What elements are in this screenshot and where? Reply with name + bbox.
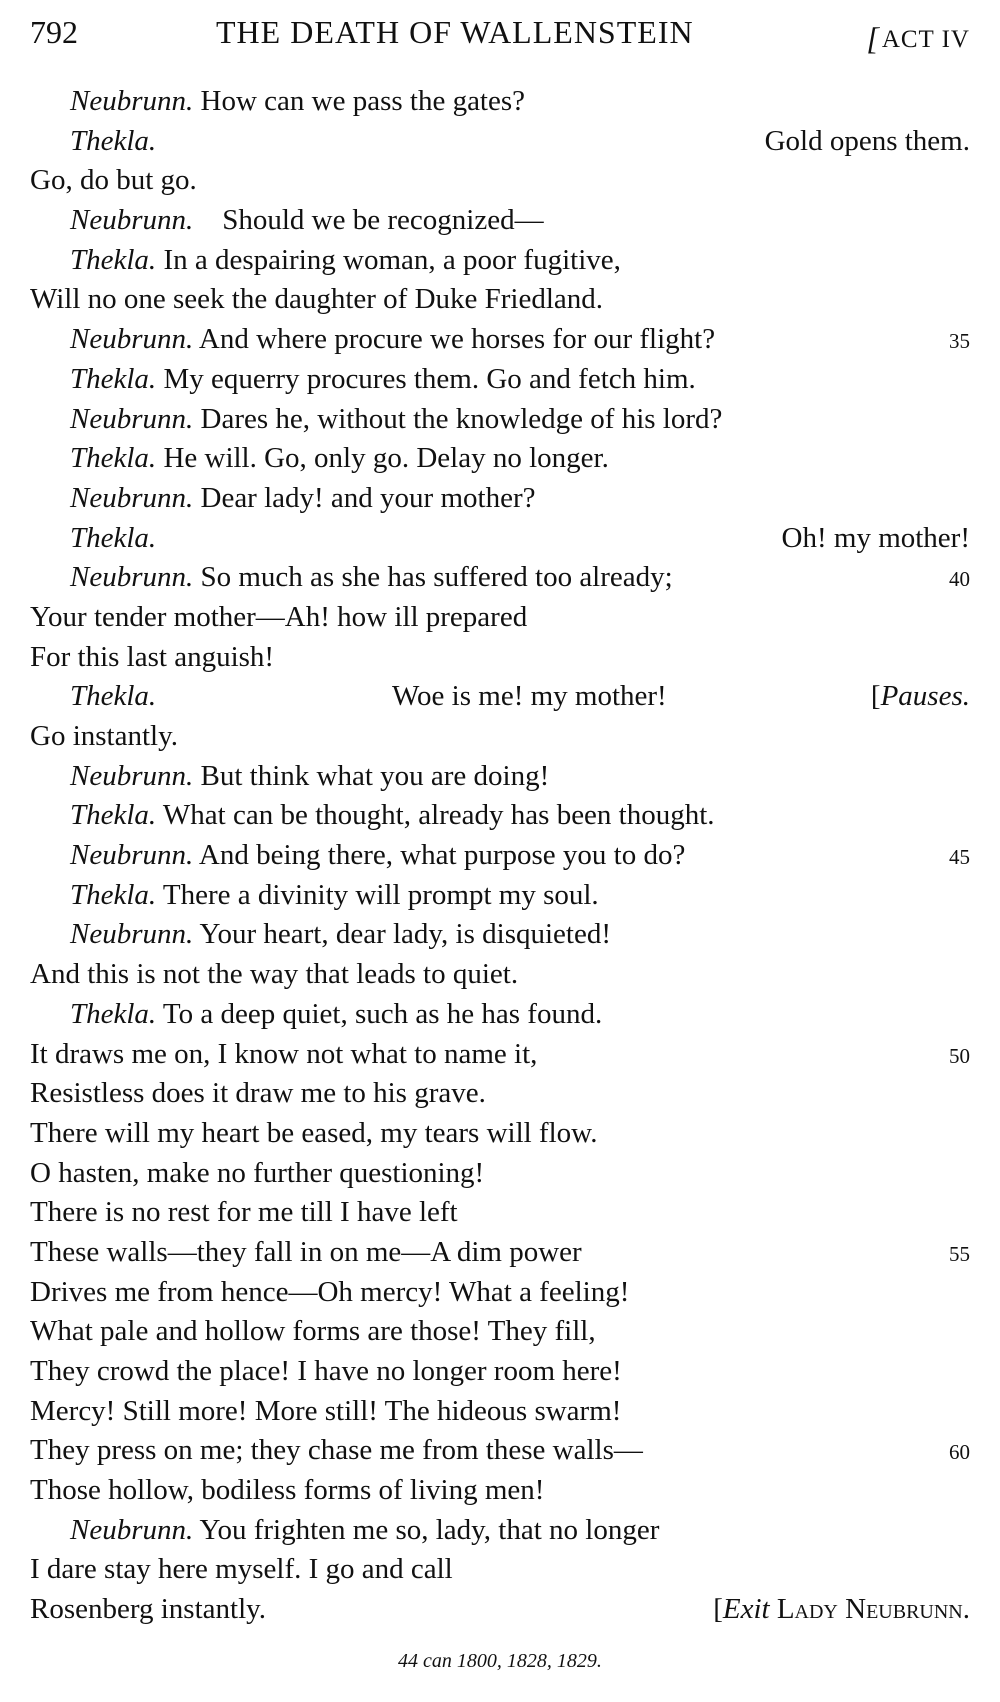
line-text: So much as she has suffered too already; <box>200 561 673 594</box>
verse-line <box>30 558 970 598</box>
line-text: I dare stay here myself. I go and call <box>30 1553 453 1586</box>
running-header <box>30 14 970 58</box>
line-text: Go, do but go. <box>30 164 197 197</box>
stage-direction-text: Pauses. <box>880 680 970 713</box>
verse-line <box>30 1114 970 1154</box>
verse-line <box>30 1035 970 1075</box>
line-text: Mercy! Still more! More still! The hideous swarm! <box>30 1394 622 1427</box>
line-number: 40 <box>949 567 970 592</box>
speaker-name: Neubrunn. <box>70 481 194 514</box>
speaker-name: Thekla. <box>70 799 157 832</box>
verse-line <box>30 201 970 241</box>
verse-line <box>30 161 970 201</box>
verse-line <box>30 1312 970 1352</box>
line-text: Woe is me! my mother! <box>392 680 667 713</box>
line-text: There will my heart be eased, my tears will flow. <box>30 1116 598 1149</box>
speaker-name: Thekla. <box>70 521 157 554</box>
verse-line <box>30 638 970 678</box>
line-text: And where procure we horses for our flight? <box>198 323 716 356</box>
verse-line <box>30 1471 970 1511</box>
line-text: Gold opens them. <box>764 124 970 157</box>
line-text: Will no one seek the daughter of Duke Friedland. <box>30 283 604 316</box>
verse-line <box>30 360 970 400</box>
line-text: There is no rest for me till I have left <box>30 1196 458 1229</box>
line-number: 50 <box>949 1043 970 1068</box>
line-text: My equerry procures them. Go and fetch him. <box>163 362 696 395</box>
verse-line <box>30 1233 970 1273</box>
speaker-name: Neubrunn. <box>70 1513 194 1546</box>
line-text: It draws me on, I know not what to name it, <box>30 1037 538 1070</box>
verse-line <box>30 400 970 440</box>
speaker-name: Neubrunn. <box>70 402 194 435</box>
line-text: For this last anguish! <box>30 640 275 673</box>
speaker-name: Thekla. <box>70 243 157 276</box>
line-number: 45 <box>949 845 970 870</box>
line-text: Go instantly. <box>30 720 178 752</box>
exit-direction: [Exit Lady Neubrunn. <box>713 1593 970 1626</box>
speaker-name: Thekla. <box>70 442 157 475</box>
verse-line <box>30 1590 970 1630</box>
verse-line <box>30 995 970 1035</box>
line-text: There a divinity will prompt my soul. <box>162 878 599 911</box>
verse-line <box>30 1193 970 1233</box>
line-text: But think what you are doing! <box>200 759 550 792</box>
verse-line <box>30 1392 970 1432</box>
speaker-name: Thekla. <box>70 680 157 713</box>
verse-line <box>30 955 970 995</box>
speaker-name: Thekla. <box>70 124 157 157</box>
line-text: Your heart, dear lady, is disquieted! <box>199 918 611 951</box>
verse-line <box>30 1154 970 1194</box>
speaker-name: Neubrunn. <box>70 85 194 117</box>
verse-line <box>30 519 970 559</box>
line-text: What pale and hollow forms are those! They fill, <box>30 1315 596 1348</box>
line-text: Should we be recognized— <box>222 204 544 237</box>
line-text: And this is not the way that leads to quiet. <box>30 958 519 991</box>
line-text: Dear lady! and your mother? <box>200 481 536 514</box>
line-number: 35 <box>949 329 970 354</box>
verse-line <box>30 439 970 479</box>
exit-word: Exit <box>722 1593 770 1626</box>
running-title: THE DEATH OF WALLENSTEIN <box>216 14 694 50</box>
speaker-name: Thekla. <box>70 997 157 1030</box>
verse-line <box>30 1550 970 1590</box>
act-marker: [ACT IV <box>866 20 970 56</box>
verse-line <box>30 122 970 162</box>
speaker-name: Thekla. <box>70 362 157 395</box>
speaker-name: Neubrunn. <box>70 918 194 951</box>
speaker-name: Thekla. <box>70 878 157 911</box>
verse-line <box>30 915 970 955</box>
speaker-name: Neubrunn. <box>70 839 194 872</box>
act-label: ACT IV <box>881 26 970 53</box>
stage-direction: [Pauses. <box>870 680 970 713</box>
line-text: Drives me from hence—Oh mercy! What a feeling! <box>30 1275 630 1308</box>
page-number: 792 <box>30 14 78 50</box>
verse-line <box>30 320 970 360</box>
speaker-name: Neubrunn. <box>70 759 194 792</box>
verse-line <box>30 717 970 757</box>
exit-character: Lady Neubrunn. <box>776 1593 970 1626</box>
line-text: Dares he, without the knowledge of his lord? <box>200 402 723 435</box>
line-text: How can we pass the gates? <box>200 85 526 117</box>
line-text: What can be thought, already has been thought. <box>162 799 715 832</box>
speaker-name: Neubrunn. <box>70 323 194 356</box>
verse-line <box>30 757 970 797</box>
line-text: He will. Go, only go. Delay no longer. <box>163 442 609 475</box>
line-text: They press on me; they chase me from these walls— <box>30 1434 643 1467</box>
line-number: 60 <box>949 1440 970 1465</box>
verse-line <box>30 479 970 519</box>
line-number: 55 <box>949 1241 970 1266</box>
line-text: You frighten me so, lady, that no longer <box>199 1513 660 1546</box>
verse-line <box>30 677 970 717</box>
verse-line <box>30 598 970 638</box>
verse-line <box>30 241 970 281</box>
verse-line <box>30 280 970 320</box>
line-text: And being there, what purpose you to do? <box>198 839 686 872</box>
line-text: These walls—they fall in on me—A dim power <box>30 1235 582 1268</box>
verse-text <box>30 82 970 1630</box>
line-text: To a deep quiet, such as he has found. <box>162 997 603 1030</box>
verse-line <box>30 82 970 122</box>
line-text: In a despairing woman, a poor fugitive, <box>163 243 621 276</box>
verse-line <box>30 1431 970 1471</box>
line-text: O hasten, make no further questioning! <box>30 1156 485 1189</box>
verse-line <box>30 876 970 916</box>
verse-line <box>30 796 970 836</box>
line-text: Your tender mother—Ah! how ill prepared <box>30 600 528 633</box>
footnote: 44 can 1800, 1828, 1829. <box>398 1650 602 1672</box>
line-text: They crowd the place! I have no longer room here! <box>30 1355 622 1387</box>
line-text: Oh! my mother! <box>781 521 970 554</box>
speaker-name: Neubrunn. <box>70 204 194 237</box>
verse-line <box>30 1511 970 1551</box>
verse-line <box>30 1352 970 1392</box>
verse-line <box>30 1273 970 1313</box>
speaker-name: Neubrunn. <box>70 561 194 594</box>
line-text: Those hollow, bodiless forms of living men! <box>30 1474 545 1507</box>
verse-line <box>30 1074 970 1114</box>
verse-line <box>30 836 970 876</box>
line-text: Resistless does it draw me to his grave. <box>30 1077 486 1110</box>
line-text: Rosenberg instantly. <box>30 1593 267 1626</box>
